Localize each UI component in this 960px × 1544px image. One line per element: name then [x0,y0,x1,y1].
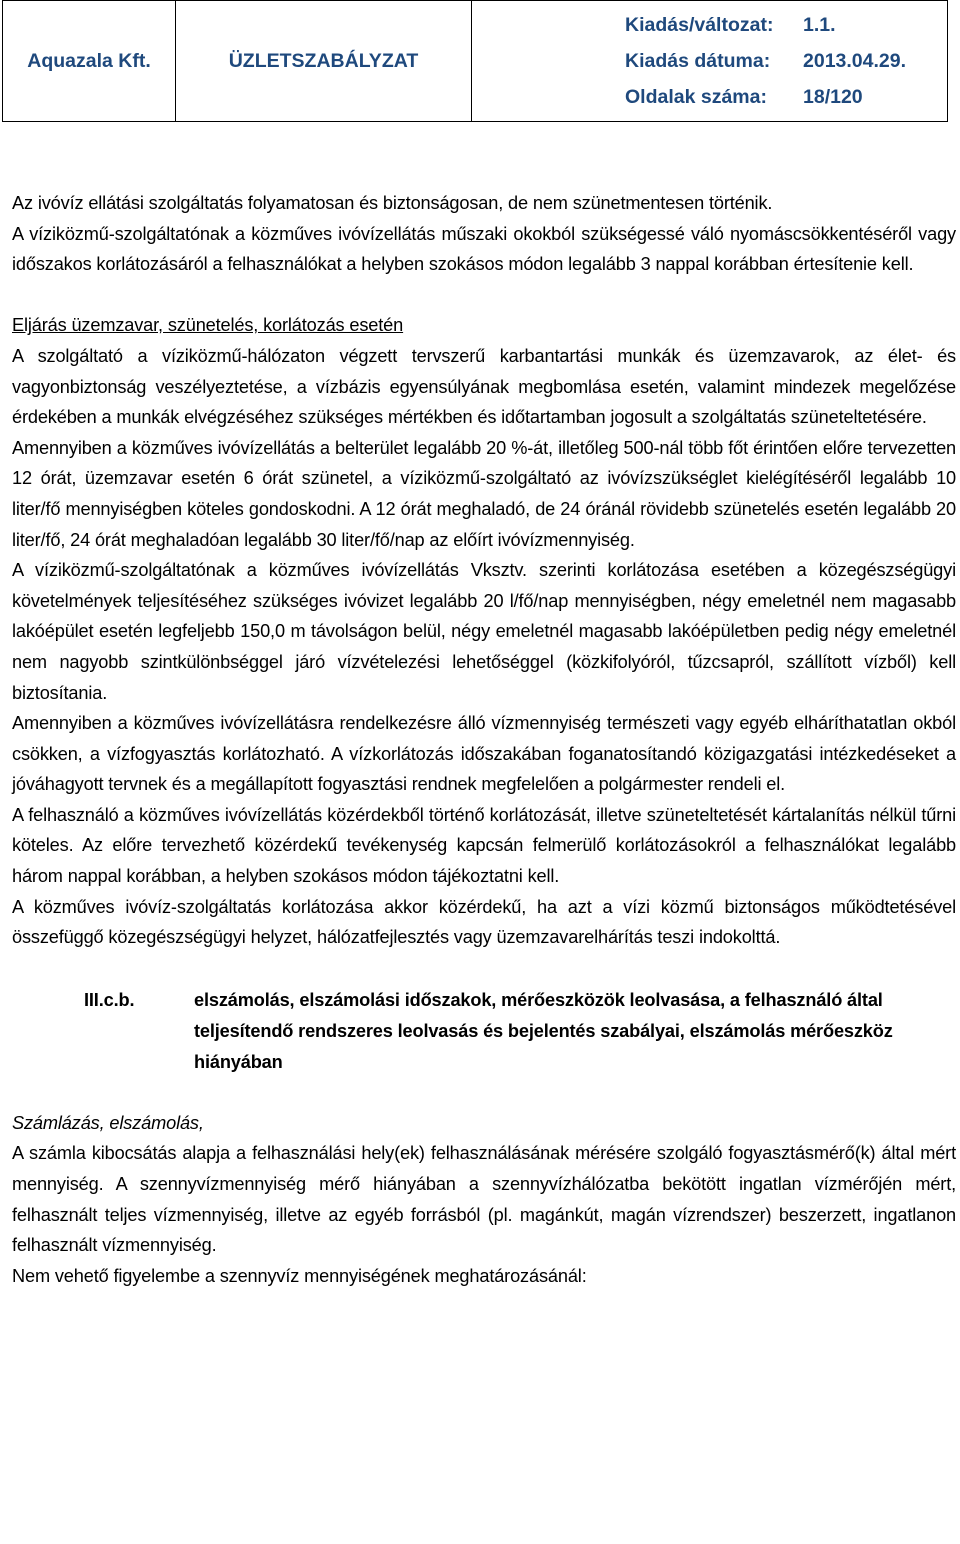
paragraph-gap [12,1077,956,1108]
paragraph: A szolgáltató a víziközmű-hálózaton végzett tervszerű karbantartási munkák és üzemzavarok, az élet- és vagyonbiztonság veszélyeztetése, a vízbázis egyensúlyának megbomlása esetén, valamint mindezek megelőzése érdekében a munkák elvégzéséhez szükséges mértékben és időtartamban jogosult a szolgáltatás szüneteltetésére. [12,345,956,428]
section-heading [12,985,956,1077]
section-number: III.c.b. [84,990,135,1011]
document-header [2,0,948,122]
meta-row-date [625,49,906,73]
doc-title-cell [176,1,472,121]
meta-row-version [625,13,836,37]
paragraph: A víziközmű-szolgáltatónak a közműves ivóvízellátás műszaki okokból szükségessé váló nyomáscsökkentéséről vagy időszakos korlátozásáról a felhasználókat a helyben szokásos módon legalább 3 nappal korábban értesítenie kell. [12,223,956,275]
paragraph: A közműves ivóvíz-szolgáltatás korlátozása akkor közérdekű, ha azt a vízi közmű biztonságos működtetésével összefüggő közegészségügyi helyzet, hálózatfejlesztés vagy üzemzavarelhárítás teszi indokolttá. [12,896,956,948]
meta-label: Kiadás dátuma: [625,50,771,72]
company-cell [3,1,176,121]
paragraph: Amennyiben a közműves ivóvízellátásra rendelkezésre álló vízmennyiség természeti vagy egyéb elháríthatatlan okból csökken, a vízfogyasztás korlátozható. A vízkorlátozás időszakában foganatosítandó közigazgatási intézkedéseket a jóváhagyott tervnek és a megállapított fogyasztási rendnek megfelelően a polgármester rendeli el. [12,713,956,795]
document-title: ÜZLETSZABÁLYZAT [228,49,419,72]
company-name: Aquazala Kft. [27,49,151,72]
paragraph: A felhasználó a közműves ivóvízellátás közérdekből történő korlátozását, illetve szüneteltetését kártalanítás nélkül tűrni köteles. Az előre tervezhető közérdekű tevékenység kapcsán felmerülő korlátozásokról a felhasználókat legalább három nappal korábban, a helyben szokásos módon tájékoztatni kell. [12,804,956,887]
meta-value: 18/120 [803,86,863,108]
paragraph: Nem vehető figyelembe a szennyvíz mennyiségének meghatározásánál: [12,1265,587,1286]
meta-value: 2013.04.29. [803,50,907,72]
paragraph: A számla kibocsátás alapja a felhasználási hely(ek) felhasználásának mérésére szolgáló fogyasztásmérő(k) által mért mennyiség. A szennyvízmennyiség mérő hiányában a szennyvízhálózatba bekötött ingatlan vízmérőjén mért, felhasznált teljes vízmennyiség, illetve az egyéb forrásból (pl. magánkút, magán vízrendszer) beszerzett, ingatlanon felhasznált vízmennyiség. [12,1143,956,1256]
paragraph-gap [12,953,956,984]
paragraph: Amennyiben a közműves ivóvízellátás a belterület legalább 20 %-át, illetőleg 500-nál több főt érintően előre tervezetten 12 órát, üzemzavar esetén 6 órát szünetel, a víziközmű-szolgáltató az ivóvízszükséglet kielégítéséről legalább 10 liter/fő mennyiségben köteles gondoskodni. A 12 órát meghaladó, de 24 óránál rövidebb szünetelés esetén legalább 20 liter/fő, 24 órát meghaladóan legalább 30 liter/fő/nap az előírt ivóvízmennyiség. [12,437,956,550]
section-subheading: Eljárás üzemzavar, szünetelés, korlátozás esetén [12,315,404,336]
paragraph: Az ivóvíz ellátási szolgáltatás folyamatosan és biztonságosan, de nem szünetmentesen történik. [12,193,773,213]
paragraph-gap [12,280,956,311]
section-title: elszámolás, elszámolási időszakok, mérőeszközök leolvasása, a felhasználó által teljesítendő rendszeres leolvasás és bejelentés szabályai, elszámolás mérőeszköz hiányában [194,990,893,1072]
meta-label: Kiadás/változat: [625,14,774,36]
italic-subheading: Számlázás, elszámolás, [12,1112,204,1133]
paragraph: A víziközmű-szolgáltatónak a közműves ivóvízellátás Vksztv. szerinti korlátozása esetében a közegészségügyi követelmények teljesítéséhez szükséges ivóvizet legalább 20 l/fő/nap mennyiségben, négy emeletnél nem magasabb lakóépület esetén legfeljebb 150,0 m távolságon belül, négy emeletnél magasabb lakóépületben pedig négy emeletnél nem nagyobb szintkülönbséggel járó vízvételezési lehetőséggel (közkifolyóról, tűzcsapról, szállított vízből) kell biztosítania. [12,560,956,703]
doc-meta-cell [472,1,947,121]
meta-value: 1.1. [803,14,836,36]
document-body [12,188,956,1291]
meta-label: Oldalak száma: [625,86,767,108]
meta-row-pages [625,85,863,109]
